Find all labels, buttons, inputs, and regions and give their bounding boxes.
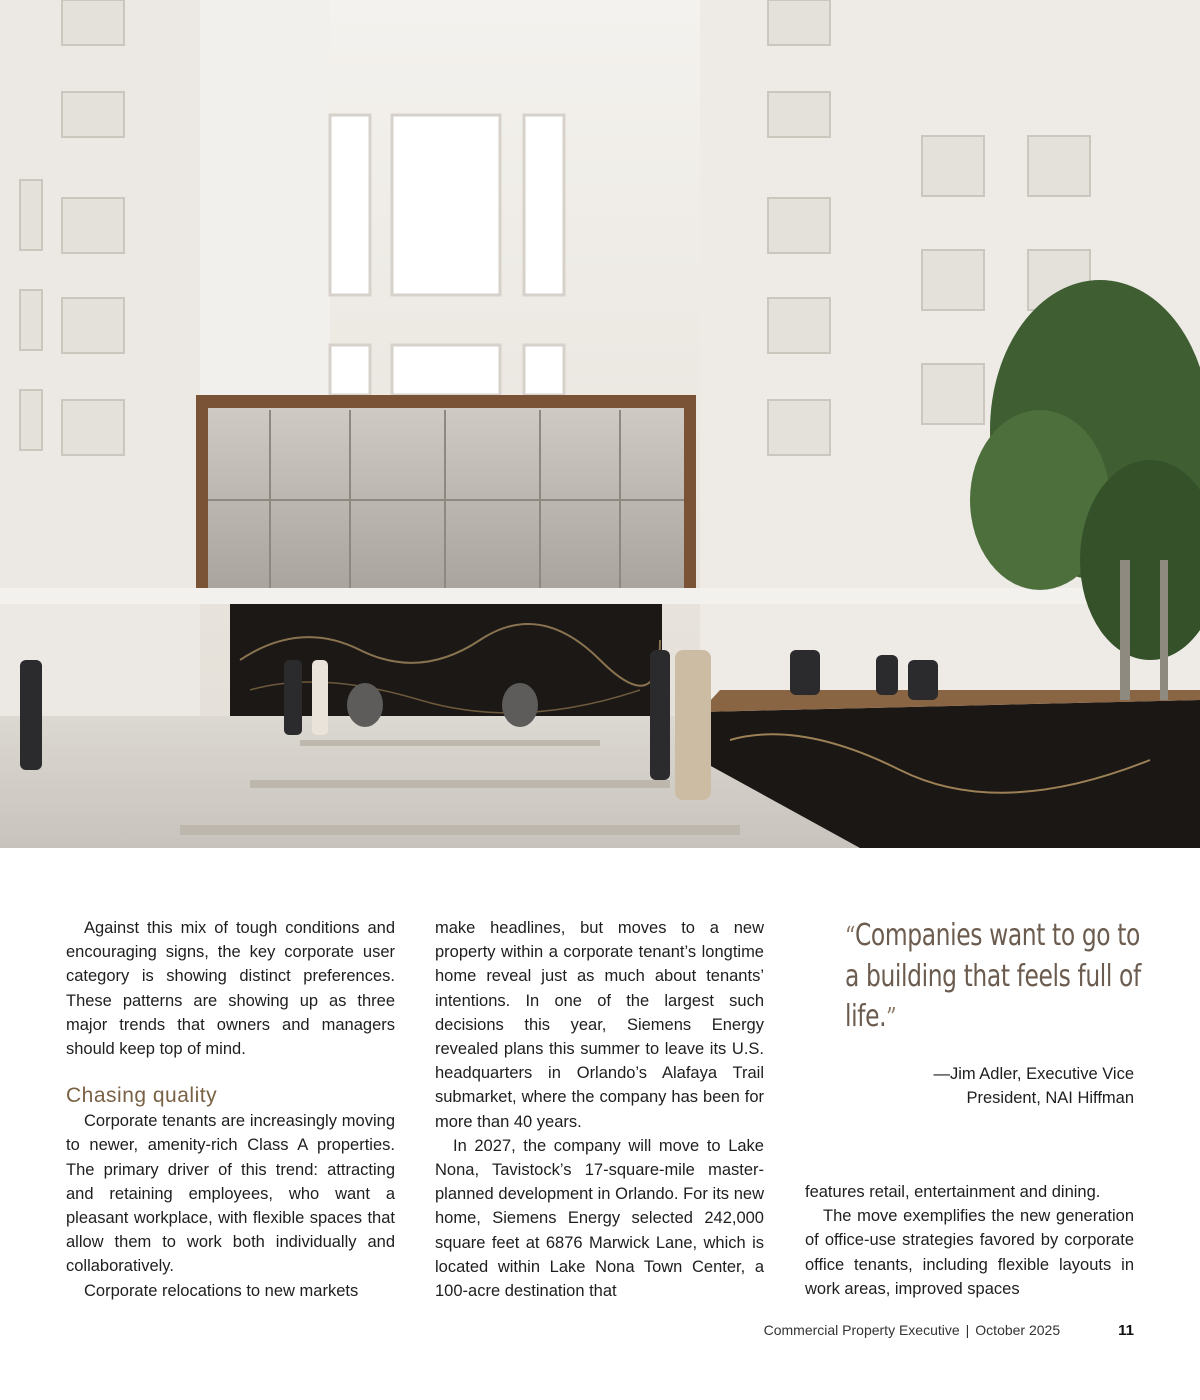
pull-quote-attribution [880, 1062, 1134, 1110]
pull-quote-text: Companies want to go to a building that feels full of life. [845, 918, 1141, 1034]
page-footer [600, 1322, 1134, 1346]
attribution-line: —Jim Adler, Executive Vice [933, 1065, 1134, 1083]
open-quote-mark: “ [845, 922, 855, 952]
body-paragraph: make headlines, but moves to a new property within a corporate tenant’s longtime home reveal just as much about tenants’ intentions. In one of the largest such decisions this year, Siemens Energy revealed plans this summer to leave its U.S. headquarters in Orlando’s Alafaya Trail submarket, where the company has been for more than 40 years. [435, 919, 764, 1131]
body-paragraph: The move exemplifies the new generation of office-use strategies favored by corporate office tenants, including flexible layouts in work areas, improved spaces [805, 1207, 1134, 1298]
body-paragraph: Corporate relocations to new markets [84, 1281, 359, 1300]
attribution-line: President, NAI Hiffman [966, 1089, 1134, 1107]
footer-separator: | [965, 1322, 970, 1338]
close-quote-mark: ” [886, 1003, 897, 1033]
pull-quote [845, 916, 1141, 1038]
article-column-2 [435, 916, 764, 1303]
publication-name: Commercial Property Executive [763, 1322, 960, 1338]
body-paragraph: In 2027, the company will move to Lake Nona, Tavistock’s 17-square-mile master-planned development in Orlando. For its new home, Siemens Energy selected 242,000 square feet at 6876 Marwick Lane, which is located within Lake Nona Town Center, a 100-acre destination that [435, 1136, 764, 1301]
issue-date: October 2025 [975, 1322, 1061, 1338]
article-column-3 [805, 1180, 1134, 1301]
section-subhead: Chasing quality [66, 1084, 218, 1108]
article-column-1 [66, 916, 395, 1303]
body-paragraph: features retail, entertainment and dining. [805, 1183, 1101, 1201]
body-paragraph: Corporate tenants are increasingly moving to newer, amenity-rich Class A properties. The primary driver of this trend: attracting and retaining employees, who want a pleasant workplace, with flexible spaces that allow them to work both individually and collaboratively. [66, 1112, 395, 1276]
page-number: 11 [1118, 1322, 1134, 1339]
body-paragraph: Against this mix of tough conditions and encouraging signs, the key corporate user category is showing distinct preferences. These patterns are showing up as three major trends that owners and managers should keep top of mind. [66, 919, 395, 1059]
